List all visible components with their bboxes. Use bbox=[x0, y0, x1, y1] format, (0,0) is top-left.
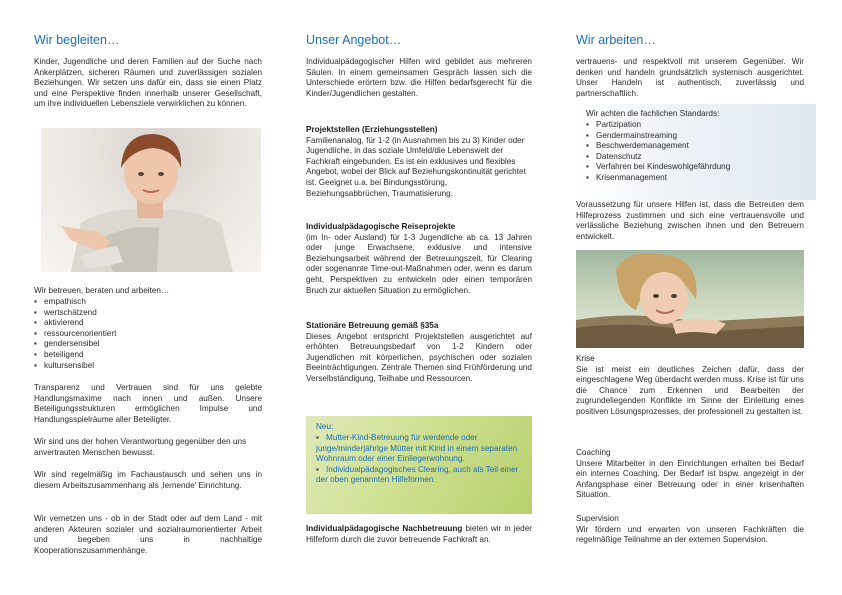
col3-krise bbox=[576, 354, 804, 418]
neu-list bbox=[316, 433, 526, 486]
list-item: ▪ Beschwerdemanagement bbox=[586, 141, 796, 152]
s2-text: (im In- oder Ausland) für 1-3 Jugendliche ab ca. 13 Jahren oder junge Erwachsene, exklusive und intensive Beziehungsarbeit während der Betreuungszeit, für Clearing oder sogenannte Time-out-Maßnahmen oder, wenn es darum geht, Perspektiven zu entwickeln oder einen temporären Bruch zur aktuellen Situation zu ermöglichen. bbox=[306, 232, 532, 295]
coaching-text: Unsere Mitarbeiter in den Einrichtungen erhalten bei Bedarf ein internes Coaching. Der Bedarf ist bspw. angezeigt in der Anfangsphase einer Betreuung oder in einer krisenhaften Situation. bbox=[576, 458, 804, 500]
s4-title: Individualpädagogische Nachbetreuung bbox=[306, 524, 463, 533]
krise-text: Sie ist meist ein deutliches Zeichen dafür, dass der eingeschlagene Weg überdacht werden muss. Krise ist für uns die Chance zum Erkennen und Bearbeiten der zugrundeliegenden Konflikte im Sinne der Einleitung eines positiven Lösungsprozesses, der professionell zu gestalten ist. bbox=[576, 364, 804, 416]
col3-supervision bbox=[576, 514, 804, 546]
list-item: ▪ gendersensibel bbox=[34, 339, 262, 350]
supervision-title: Supervision bbox=[576, 514, 619, 523]
col1-p4: Wir vernetzen uns - ob in der Stadt oder auf dem Land - mit anderen Akteuren sozialer und sozialraumorientierter Arbeit und begeben uns in nachhaltige Kooperationszusammenhänge. bbox=[34, 514, 262, 555]
col2-s4 bbox=[306, 524, 532, 545]
heading-wir-arbeiten: Wir arbeiten… bbox=[576, 33, 656, 47]
heading-unser-angebot: Unser Angebot… bbox=[306, 33, 402, 47]
standards-box bbox=[576, 104, 816, 200]
col1-list bbox=[34, 297, 262, 371]
col3-coaching bbox=[576, 448, 804, 501]
neu-box bbox=[306, 416, 532, 514]
list-item: ▪ beteiligend bbox=[34, 350, 262, 361]
photo-girl bbox=[576, 250, 804, 348]
col1-intro: Kinder, Jugendliche und deren Familien auf der Suche nach Ankerplätzen, sicheren Räumen und zuverlässigen sozialen Beziehungen. Wir setzen uns dafür ein, dass sie einen Platz und eine Perspektive finden innerhalb unserer Gesellschaft, um ihre individuellen Lebensziele verwirklichen zu können. bbox=[34, 57, 262, 109]
standards-title: Wir achten die fachlichen Standards: bbox=[586, 109, 720, 118]
col1-p1: Transparenz und Vertrauen sind für uns gelebte Handlungsmaxime nach innen und außen. Unsere Beteiligungsstrukturen ermöglichen Impulse und Handlungsspielräume aller Beteiligter. bbox=[34, 383, 262, 424]
col1-p2: Wir sind uns der hohen Verantwortung gegenüber den uns anvertrauten Menschen bewusst. bbox=[34, 437, 247, 457]
s3-text: Dieses Angebot entspricht Projektstellen ausgerichtet auf erhöhten Betreuungsbedarf von 1-2 Kindern oder Jugendlichen mit körperlichen, psychischen oder sozialen Beeinträchtigungen. Zentrale Themen sind Frühförderung und Verselbständigung, Teilhabe und Ressourcen. bbox=[306, 331, 532, 383]
col1-p3: Wir sind regelmäßig im Fachaustausch und sehen uns in diesem Arbeitszusammenhang als ‚lernende' Einrichtung. bbox=[34, 470, 262, 490]
s2-title: Individualpädagogische Reiseprojekte bbox=[306, 222, 456, 231]
col3-intro: vertrauens- und respektvoll mit unserem Gegenüber. Wir denken und handeln grundsätzlich systemisch ausgerichtet. Unser Handeln ist authentisch, zuverlässig und partnerschaftlich. bbox=[576, 57, 804, 98]
list-item: ▪ Partizipation bbox=[586, 120, 796, 131]
s1-text: Familienanalog, für 1-2 (in Ausnahmen bis zu 3) Kinder oder Jugendliche, in das soziale Umfeld/die Lebenswelt der Fachkraft eingebunden. Es ist ein exklusives und flexibles Angebot, wobei der Blick auf Beziehungskontinuität gerichtet ist. Geeignet u.a. bei Bindungsstörung, Beziehungsabbrüchen, Traumatisierung. bbox=[306, 135, 526, 198]
s3-title: Stationäre Betreuung gemäß §35a bbox=[306, 321, 439, 330]
supervision-text: Wir fördern und erwarten von unseren Fachkräften die regelmäßige Teilnahme an der externen Supervision. bbox=[576, 524, 804, 545]
list-item: ▪ wertschätzend bbox=[34, 308, 262, 319]
col1-list-title: Wir betreuen, beraten und arbeiten… bbox=[34, 286, 170, 295]
list-item: ▪ Krisenmanagement bbox=[586, 173, 796, 184]
col2-s3 bbox=[306, 321, 532, 385]
col2-intro: Individualpädagogischer Hilfen wird gebildet aus mehreren Säulen. In einem gemeinsamen Gespräch lassen sich die Unterschiede erörtern bzw. die Hilfen bedarfsgerecht für die Kinder/Jugendlichen gestalten. bbox=[306, 57, 532, 98]
list-item: ▪ kultursensibel bbox=[34, 361, 262, 372]
col2-s2 bbox=[306, 222, 532, 296]
list-item: ▪ Verfahren bei Kindeswohlgefährdung bbox=[586, 162, 796, 173]
s1-title: Projektstellen (Erziehungsstellen) bbox=[306, 125, 438, 134]
girl-illustration bbox=[576, 250, 804, 348]
list-item: ▪ Datenschutz bbox=[586, 152, 796, 163]
col2-s1 bbox=[306, 125, 532, 199]
list-item: ▪ ressourcenorientiert bbox=[34, 329, 262, 340]
neu-label: Neu: bbox=[316, 422, 334, 431]
s4-text: bieten wir in jeder Hilfeform durch die zuvor betreuende Fachkraft an. bbox=[306, 524, 532, 544]
list-item: ▪ empathisch bbox=[34, 297, 262, 308]
col3-p1: Voraussetzung für unsere Hilfen ist, dass die Betreuten dem Hilfeprozess zustimmen und sich eine vertrauensvolle und verlässliche Beziehung zwischen ihnen und den Betreuern entwickelt. bbox=[576, 200, 804, 241]
list-item: ▪ Mutter-Kind-Betreuung für werdende oder junge/minderjährige Mütter mit Kind in einem separaten Wohnraum oder einer Einliegerwohnung. bbox=[316, 433, 526, 465]
photo-boy bbox=[41, 128, 261, 272]
heading-wir-begleiten: Wir begleiten… bbox=[34, 33, 120, 47]
coaching-title: Coaching bbox=[576, 448, 611, 457]
list-item: ▪ aktivierend bbox=[34, 318, 262, 329]
boy-illustration bbox=[41, 128, 261, 272]
list-item: ▪ Gendermainstreaming bbox=[586, 131, 796, 142]
krise-title: Krise bbox=[576, 354, 595, 363]
list-item: ▪ Individualpädagogisches Clearing, auch als Teil einer der oben genannten Hilfeformen. bbox=[316, 465, 526, 486]
standards-list bbox=[586, 120, 796, 184]
